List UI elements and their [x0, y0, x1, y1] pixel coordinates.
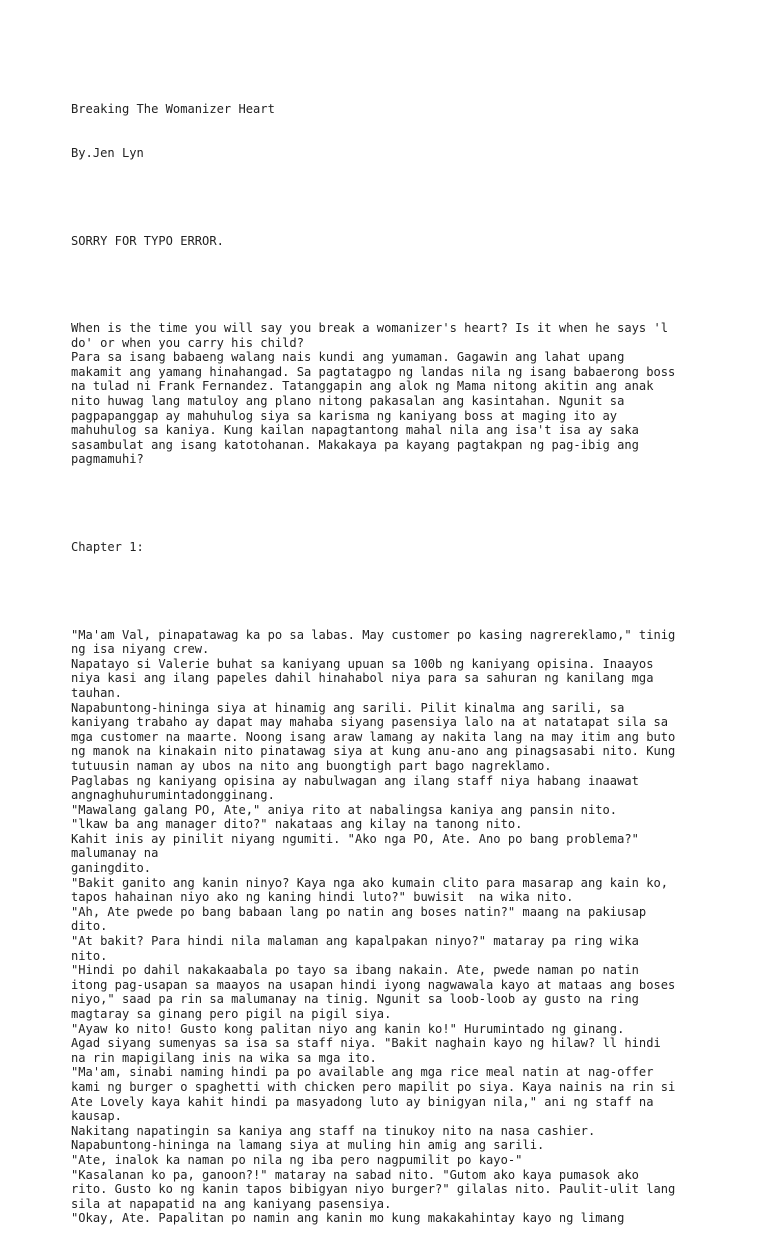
chapter-line: "Hindi po dahil nakakaabala po tayo sa ibang nakain. Ate, pwede naman po natin	[71, 963, 639, 978]
chapter-line: nito.	[71, 948, 108, 963]
chapter-line: dito.	[71, 919, 108, 934]
chapter-line: kaniyang trabaho ay dapat may mahaba siyang pasensiya lalo na at natatapat sila sa	[71, 715, 669, 730]
chapter-line: na rin mapigilang inis na wika sa mga ito.	[71, 1050, 377, 1065]
synopsis-line: nito huwag lang matuloy ang plano nitong pakasalan ang kasintahan. Ngunit sa	[71, 394, 625, 409]
chapter-line: Ate Lovely kaya kahit hindi pa masyadong luto ay binigyan nila," ani ng staff na	[71, 1094, 654, 1109]
chapter-line: "lkaw ba ang manager dito?" nakataas ang kilay na tanong nito.	[71, 817, 523, 832]
chapter-line: angnaghuhurumintadongginang.	[71, 788, 275, 803]
chapter-line: "Mawalang galang PO, Ate," aniya rito at nabalingsa kaniya ang pansin nito.	[71, 802, 618, 817]
chapter-line: kausap.	[71, 1109, 122, 1124]
document-page	[71, 73, 701, 1241]
chapter-line: ng isa niyang crew.	[71, 642, 210, 657]
chapter-heading: Chapter 1:	[71, 540, 144, 554]
chapter-line: niya kasi ang ilang papeles dahil hinahabol niya para sa sahuran ng kanilang mga	[71, 671, 654, 686]
blank-line	[71, 496, 701, 511]
chapter-line: itong pag-usapan sa maayos na usapan hindi iyong nagwawala kayo at mataas ang boses	[71, 977, 676, 992]
synopsis-line: do' or when you carry his child?	[71, 335, 304, 350]
synopsis-line: pagpapanggap ay mahuhulog siya sa karisma ng kaniyang boss at maging ito ay	[71, 408, 618, 423]
chapter-body	[71, 628, 701, 1226]
blank-line	[71, 277, 701, 292]
chapter-line: tutuusin naman ay ubos na nito ang buongtigh part bago nagreklamo.	[71, 758, 552, 773]
chapter-line: Nakitang napatingin sa kaniya ang staff na tinukoy nito na nasa cashier.	[71, 1123, 596, 1138]
chapter-line: ng manok na kinakain nito pinatawag siya at kung anu-ano ang pinagsasabi nito. Kung	[71, 744, 676, 759]
chapter-line: "Bakit ganito ang kanin ninyo? Kaya nga ako kumain clito para masarap ang kain ko,	[71, 875, 669, 890]
chapter-line: tauhan.	[71, 685, 122, 700]
chapter-line: rito. Gusto ko ng kanin tapos bibigyan niyo burger?" gilalas nito. Paulit-ulit lang	[71, 1182, 676, 1197]
chapter-line: Paglabas ng kaniyang opisina ay nabulwagan ang ilang staff niya habang inaawat	[71, 773, 639, 788]
synopsis-line: When is the time you will say you break a womanizer's heart? Is it when he says 'l	[71, 321, 669, 336]
chapter-line: "Kasalanan ko pa, ganoon?!" mataray na sabad nito. "Gutom ako kaya pumasok ako	[71, 1167, 639, 1182]
typo-notice: SORRY FOR TYPO ERROR.	[71, 233, 224, 248]
chapter-line: mga customer na maarte. Noong isang araw lamang ay nakita lang na may itim ang buto	[71, 729, 676, 744]
chapter-line: Napabuntong-hininga na lamang siya at muling hin amig ang sarili.	[71, 1138, 545, 1153]
chapter-line: Kahit inis ay pinilit niyang ngumiti. "Ako nga PO, Ate. Ano po bang problema?"	[71, 831, 639, 846]
story-author: By.Jen Lyn	[71, 145, 144, 160]
chapter-line: "Ma'am Val, pinapatawag ka po sa labas. May customer po kasing nagrereklamo," tinig	[71, 627, 676, 642]
chapter-line: magtaray sa ginang pero pigil na pigil siya.	[71, 1007, 392, 1021]
blank-line	[71, 190, 701, 205]
blank-line	[71, 584, 701, 599]
chapter-line: "At bakit? Para hindi nila malaman ang kapalpakan ninyo?" mataray pa ring wika	[71, 934, 639, 949]
chapter-line: ganingdito.	[71, 861, 152, 876]
chapter-line: sila at napapatid na ang kaniyang pasensiya.	[71, 1196, 392, 1211]
chapter-line: tapos hahainan niyo ako ng kaning hindi luto?" buwisit na wika nito.	[71, 890, 574, 905]
chapter-line: Agad siyang sumenyas sa isa sa staff niya. "Bakit naghain kayo ng hilaw? ll hindi	[71, 1036, 661, 1051]
chapter-line: malumanay na	[71, 846, 159, 861]
synopsis-line: Para sa isang babaeng walang nais kundi ang yumaman. Gagawin ang lahat upang	[71, 350, 625, 365]
chapter-line: "Ayaw ko nito! Gusto kong palitan niyo ang kanin ko!" Hurumintado ng ginang.	[71, 1021, 625, 1036]
chapter-line: kami ng burger o spaghetti with chicken pero mapilit po siya. Kaya nainis na rin si	[71, 1079, 676, 1094]
synopsis	[71, 321, 701, 467]
synopsis-line: sasambulat ang isang katotohanan. Makakaya pa kayang pagtakpan ng pag-ibig ang	[71, 437, 639, 452]
chapter-line: "Ma'am, sinabi naming hindi pa po available ang mga rice meal natin at nag-offer	[71, 1065, 654, 1080]
synopsis-line: na tulad ni Frank Fernandez. Tatanggapin ang alok ng Mama nitong akitin ang anak	[71, 379, 654, 394]
chapter-line: Napabuntong-hininga siya at hinamig ang sarili. Pilit kinalma ang sarili, sa	[71, 700, 625, 715]
synopsis-line: pagmamuhi?	[71, 452, 144, 467]
synopsis-line: makamit ang yamang hinahangad. Sa pagtatagpo ng landas nila ng isang babaerong boss	[71, 364, 676, 379]
synopsis-line: mahuhulog sa kaniya. Kung kailan napagtantong mahal nila ang isa't isa ay saka	[71, 423, 639, 438]
chapter-line: Napatayo si Valerie buhat sa kaniyang upuan sa 100b ng kaniyang opisina. Inaayos	[71, 656, 654, 671]
chapter-line: "Ate, inalok ka naman po nila ng iba pero nagpumilit po kayo-"	[71, 1152, 523, 1167]
story-title: Breaking The Womanizer Heart	[71, 102, 275, 117]
chapter-line: "Okay, Ate. Papalitan po namin ang kanin mo kung makakahintay kayo ng limang	[71, 1211, 625, 1226]
chapter-line: niyo," saad pa rin sa malumanay na tinig. Ngunit sa loob-loob ay gusto na ring	[71, 992, 639, 1007]
chapter-line: "Ah, Ate pwede po bang babaan lang po natin ang boses natin?" maang na pakiusap	[71, 904, 647, 919]
